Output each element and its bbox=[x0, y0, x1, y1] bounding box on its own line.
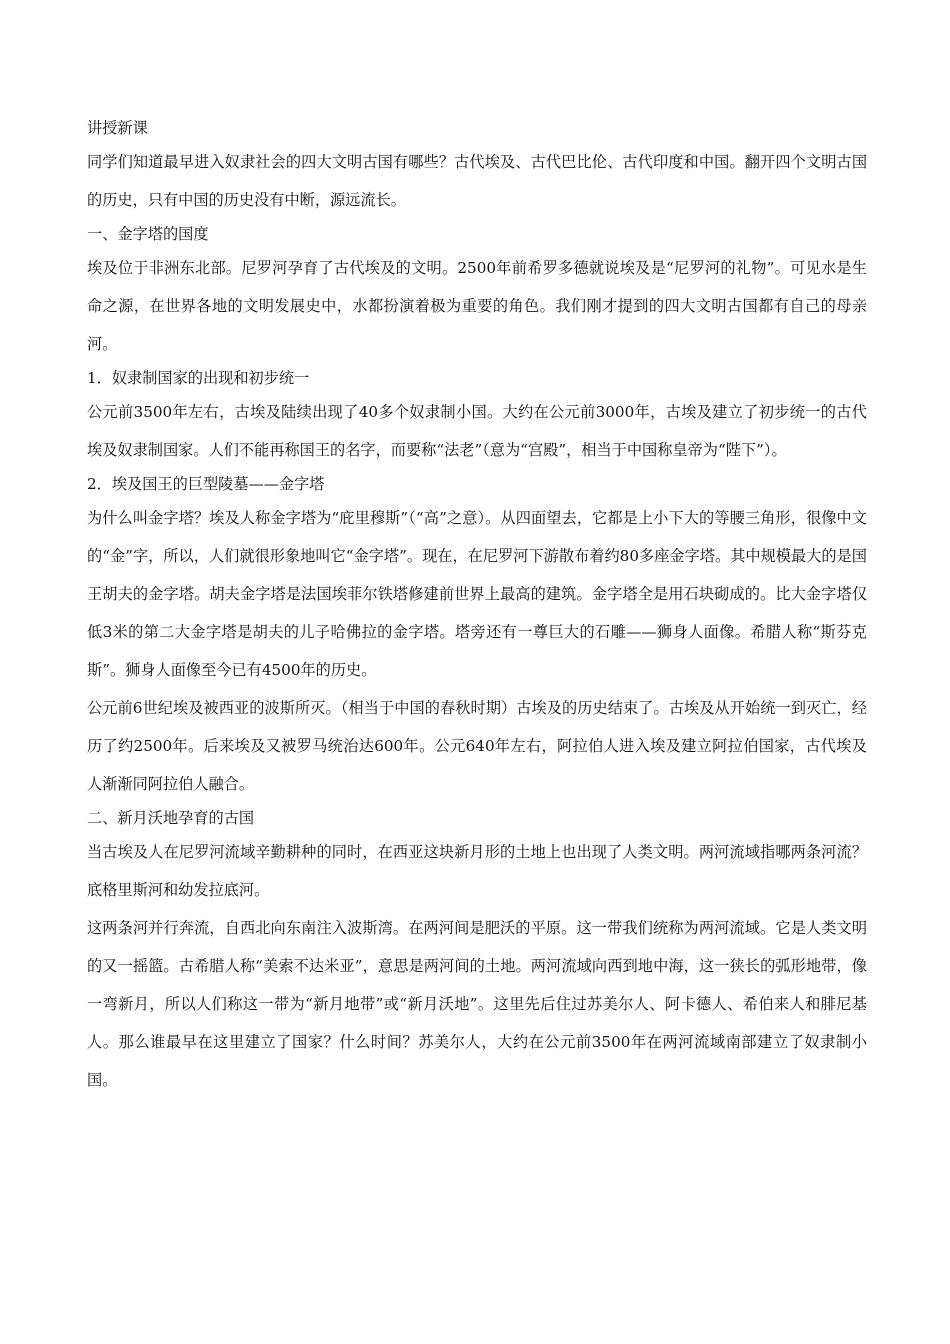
lesson-title: 讲授新课 bbox=[87, 119, 148, 137]
section2-heading: 二、新月沃地孕育的古国 bbox=[87, 809, 255, 827]
two-rivers-intro-paragraph: 当古埃及人在尼罗河流域辛勤耕种的同时，在西亚这块新月形的土地上也出现了人类文明。两河流域指哪两条河流？底格里斯河和幼发拉底河。 bbox=[87, 843, 867, 899]
subsection1-paragraph: 公元前3500年左右，古埃及陆续出现了40多个奴隶制小国。大约在公元前3000年，古埃及建立了初步统一的古代埃及奴隶制国家。人们不能再称国王的名字，而要称“法老”（意为“宫殿”，相当于中国称皇帝为“陛下”）。 bbox=[87, 403, 867, 459]
egypt-decline-paragraph: 公元前6世纪埃及被西亚的波斯所灭。（相当于中国的春秋时期）古埃及的历史结束了。古埃及从开始统一到灭亡，经历了约2500年。后来埃及又被罗马统治达600年。公元640年左右，阿拉伯人进入埃及建立阿拉伯国家，古代埃及人渐渐同阿拉伯人融合。 bbox=[87, 699, 867, 793]
subsection1-heading: 1．奴隶制国家的出现和初步统一 bbox=[87, 369, 310, 387]
section1-heading: 一、金字塔的国度 bbox=[87, 225, 209, 243]
document-body bbox=[87, 113, 867, 1099]
section1-paragraph: 埃及位于非洲东北部。尼罗河孕育了古代埃及的文明。2500年前希罗多德就说埃及是“尼罗河的礼物”。可见水是生命之源，在世界各地的文明发展史中，水都扮演着极为重要的角色。我们刚才提到的四大文明古国都有自己的母亲河。 bbox=[87, 259, 867, 353]
pyramid-paragraph: 为什么叫金字塔？埃及人称金字塔为“庇里穆斯”（“高”之意）。从四面望去，它都是上小下大的等腰三角形，很像中文的“金”字，所以，人们就很形象地叫它“金字塔”。现在，在尼罗河下游散布着约80多座金字塔。其中规模最大的是国王胡夫的金字塔。胡夫金字塔是法国埃菲尔铁塔修建前世界上最高的建筑。金字塔全是用石块砌成的。比大金字塔仅低3米的第二大金字塔是胡夫的儿子哈佛拉的金字塔。塔旁还有一尊巨大的石雕——狮身人面像。希腊人称“斯芬克斯”。狮身人面像至今已有4500年的历史。 bbox=[87, 509, 867, 679]
subsection2-heading: 2．埃及国王的巨型陵墓——金字塔 bbox=[87, 475, 325, 493]
intro-paragraph: 同学们知道最早进入奴隶社会的四大文明古国有哪些？古代埃及、古代巴比伦、古代印度和中国。翻开四个文明古国的历史，只有中国的历史没有中断，源远流长。 bbox=[87, 153, 867, 209]
mesopotamia-paragraph: 这两条河并行奔流，自西北向东南注入波斯湾。在两河间是肥沃的平原。这一带我们统称为两河流域。它是人类文明的又一摇篮。古希腊人称“美索不达米亚”，意思是两河间的土地。两河流域向西到地中海，这一狭长的弧形地带，像一弯新月，所以人们称这一带为“新月地带”或“新月沃地”。这里先后住过苏美尔人、阿卡德人、希伯来人和腓尼基人。那么谁最早在这里建立了国家？什么时间？苏美尔人，大约在公元前3500年在两河流域南部建立了奴隶制小国。 bbox=[87, 919, 867, 1089]
